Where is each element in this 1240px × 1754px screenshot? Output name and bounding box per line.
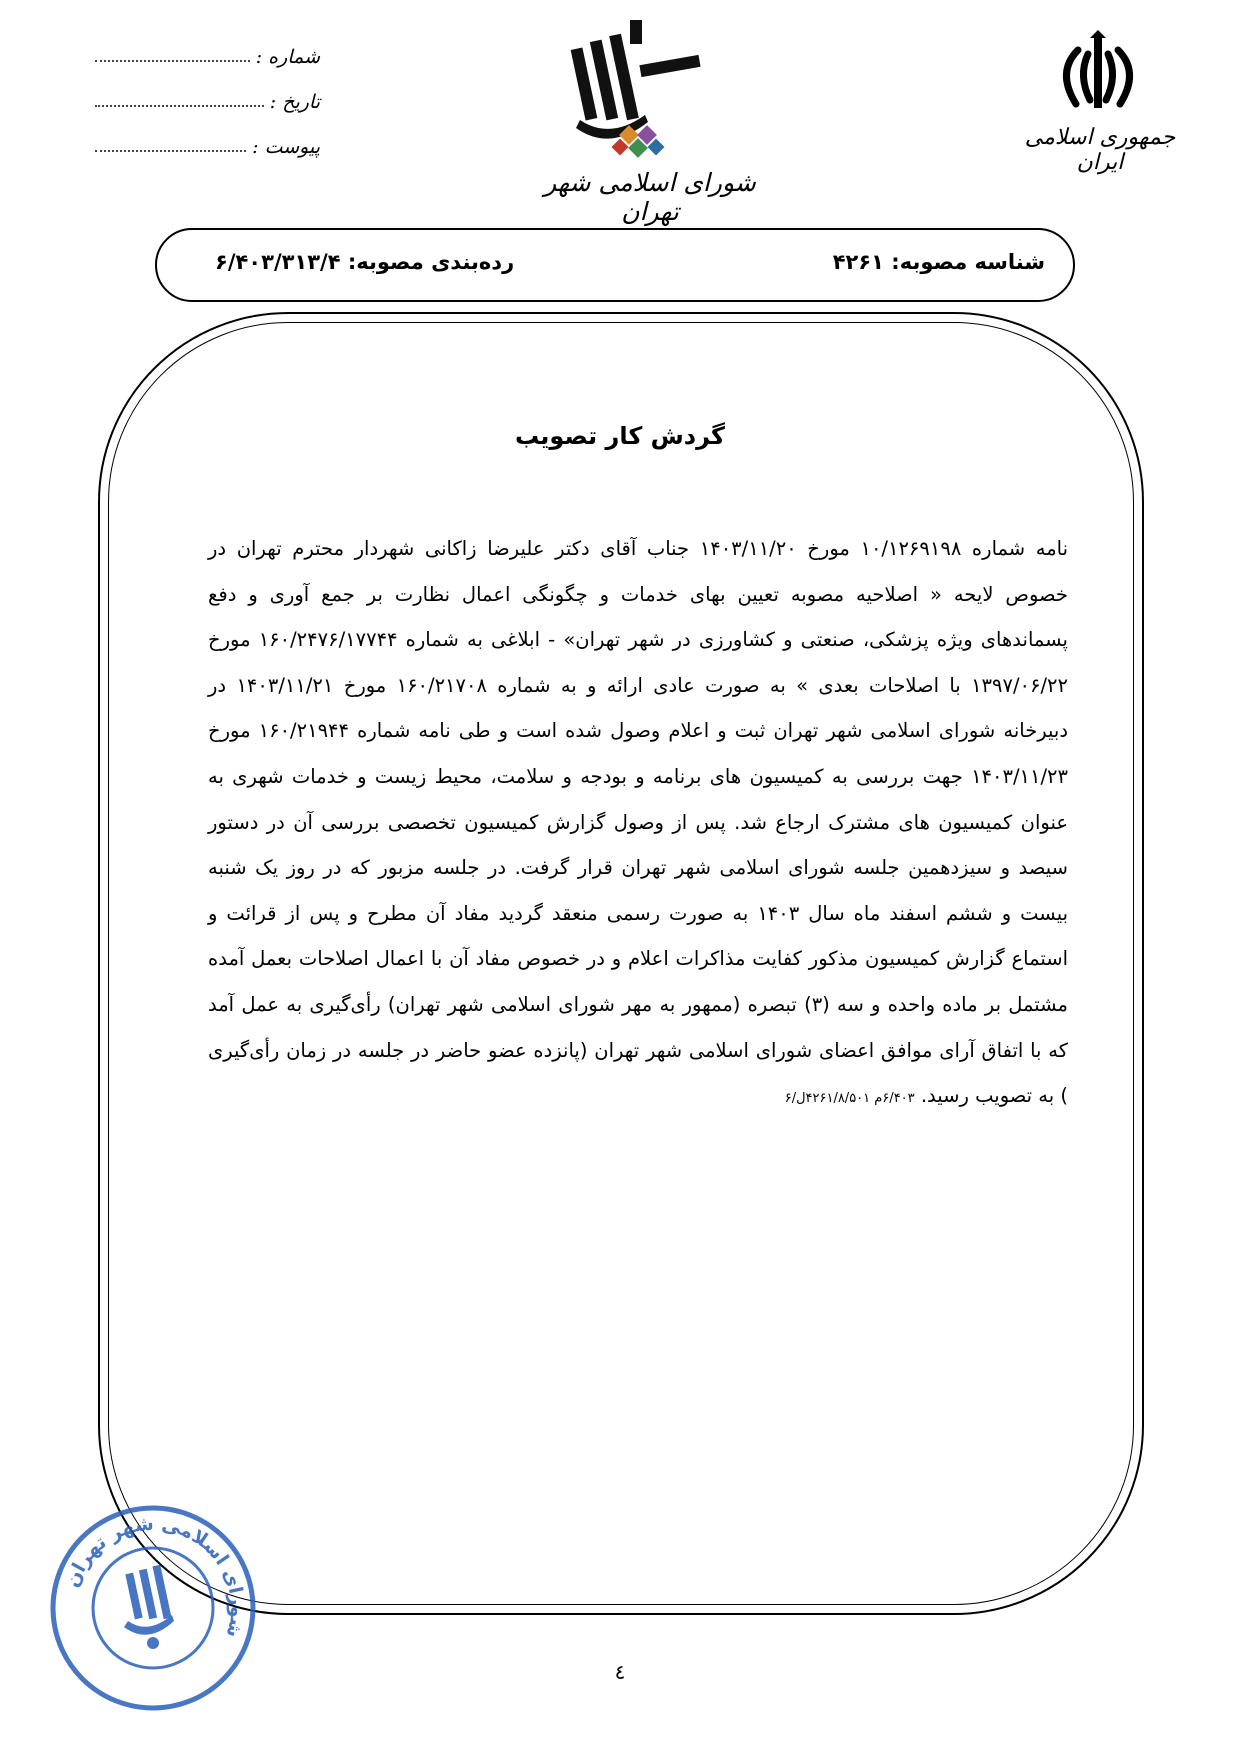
date-dotted-line [95, 104, 264, 107]
approval-classification: رده‌بندی مصوبه: ۶/۴۰۳/۳۱۳/۴ [215, 250, 515, 274]
attachment-dotted-line [95, 149, 246, 152]
seal-text: شورای اسلامی شهر تهران [61, 1512, 249, 1640]
page-number: ٤ [614, 1660, 626, 1684]
iran-emblem-icon [1048, 30, 1148, 120]
attachment-field [95, 128, 320, 158]
approval-id: شناسه مصوبه: ۴۲۶۱ [832, 250, 1045, 274]
number-label: شماره : [255, 46, 320, 68]
date-label: تاریخ : [269, 91, 320, 113]
attachment-label: پیوست : [252, 136, 320, 158]
gov-name: جمهوری اسلامی ایران [1024, 125, 1176, 175]
body-paragraph: نامه شماره ۱۰/۱۲۶۹۱۹۸ مورخ ۱۴۰۳/۱۱/۲۰ جناب آقای دکتر علیرضا زاکانی شهردار محترم تهران در خصوص لایحه « اصلاحیه مصوبه تعیین بهای خدمات و چگونگی اعمال نظارت بر جمع آوری و دفع پسماندهای ویژه پزشکی، صنعتی و کشاورزی در شهر تهران» - ابلاغی به شماره ۱۶۰/۲۴۷۶/۱۷۷۴۴ مورخ ۱۳۹۷/۰۶/۲۲ با اصلاحات بعدی » به صورت عادی ارائه و به شماره ۱۶۰/۲۱۷۰۸ مورخ ۱۴۰۳/۱۱/۲۱ در دبیرخانه شورای اسلامی شهر تهران ثبت و اعلام وصول شده است و طی نامه شماره ۱۶۰/۲۱۹۴۴ مورخ ۱۴۰۳/۱۱/۲۳ جهت بررسی به کمیسیون های برنامه و بودجه و سلامت، محیط زیست و خدمات شهری به عنوان کمیسیون های مشترک ارجاع شد. پس از وصول گزارش کمیسیون تخصصی بررسی آن در دستور سیصد و سیزدهمین جلسه شورای اسلامی شهر تهران قرار گرفت. در جلسه مزبور که در روز یک شنبه بیست و ششم اسفند ماه سال ۱۴۰۳ به صورت رسمی منعقد گردید مفاد آن مطرح و پس از قرائت و استماع گزارش کمیسیون مذکور کفایت مذاکرات اعلام و در خصوص مفاد آن با اعمال اصلاحات بعمل آمده مشتمل بر ماده واحده و سه (۳) تبصره (ممهور به مهر شورای اسلامی شهر تهران) رأی‌گیری به عمل آمد که با اتفاق آرای موافق اعضای شورای اسلامی شهر تهران (پانزده عضو حاضر در جلسه در زمان رأی‌گیری ) به تصویب رسید. [208, 537, 1069, 1108]
number-field [95, 38, 320, 68]
council-name: شورای اسلامی شهر تهران [544, 168, 756, 226]
approval-info-box [155, 228, 1075, 302]
document-body [208, 526, 1068, 1122]
council-logo [570, 20, 710, 170]
number-dotted-line [95, 59, 250, 62]
reference-code: ۶/۴۰۳م ۴۲۶۱/۸/۵۰۱ل/۶ [784, 1091, 915, 1107]
document-title: گردش کار تصویب [515, 422, 725, 450]
official-seal-stamp [48, 1503, 258, 1713]
date-field [95, 83, 320, 113]
